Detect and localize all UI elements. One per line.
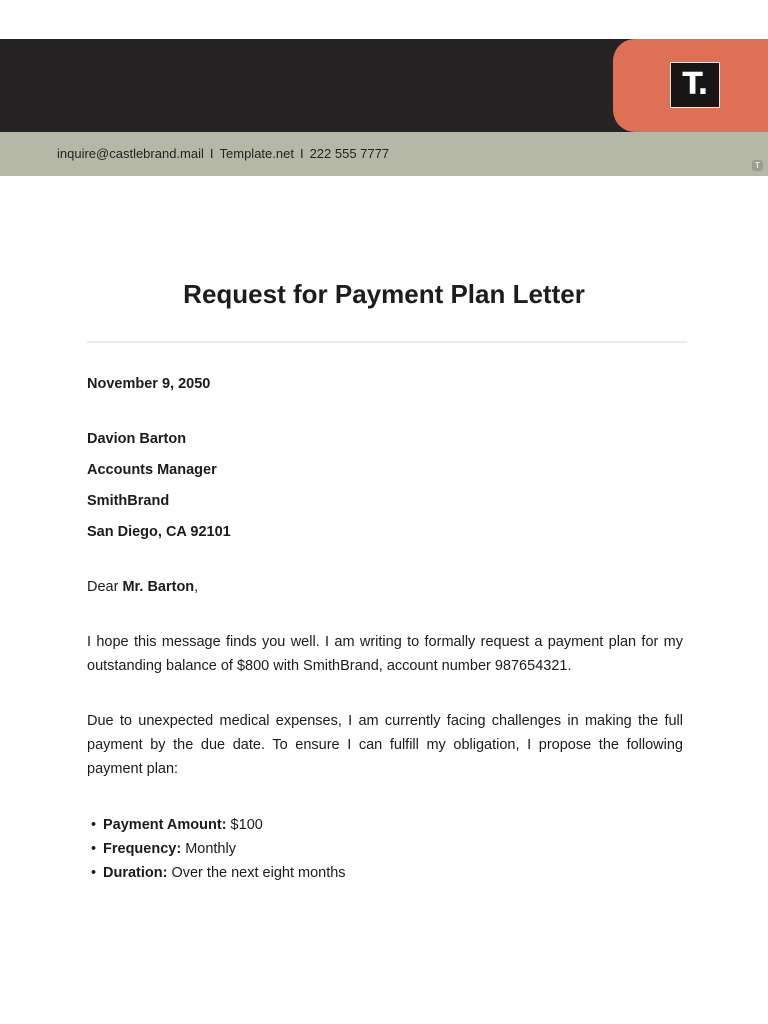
logo-block [613,39,768,132]
letter-date: November 9, 2050 [87,376,211,392]
top-margin [0,0,768,39]
salutation-suffix: , [194,579,199,595]
recipient-name: Davion Barton [87,431,187,447]
plan-item-label: Frequency: [103,841,182,857]
plan-item-value: Monthly [181,841,236,857]
contact-line [57,146,389,161]
salutation-name: Mr. Barton [122,579,195,595]
list-item [87,813,346,837]
list-item [87,837,346,861]
brand-logo: T. [670,62,720,108]
contact-website[interactable]: Template.net [219,146,294,161]
letterhead-banner [0,39,768,132]
salutation-prefix: Dear [87,579,123,595]
contact-phone: 222 555 7777 [309,146,390,161]
contact-separator: I [209,146,214,161]
plan-item-label: Payment Amount: [103,817,227,833]
body-paragraph: I hope this message finds you well. I am writing to formally request a payment plan for my outstanding balance of $800 with SmithBrand, account number 987654321. [87,634,683,674]
body-paragraph: Due to unexpected medical expenses, I am currently facing challenges in making the full payment by the due date. To ensure I can fulfill my obligation, I propose the following payment plan: [87,713,683,777]
plan-item-value: $100 [226,817,263,833]
document-title: Request for Payment Plan Letter [183,279,585,309]
template-watermark-icon: T [752,160,763,171]
plan-item-label: Duration: [103,865,168,881]
salutation [87,579,198,595]
contact-separator: I [299,146,304,161]
recipient-position: Accounts Manager [87,462,217,478]
payment-plan-list [87,813,346,885]
contact-bar [0,132,768,176]
plan-item-value: Over the next eight months [167,865,346,881]
list-item [87,861,346,885]
contact-email[interactable]: inquire@castlebrand.mail [57,146,204,161]
title-divider [87,341,687,343]
recipient-address: San Diego, CA 92101 [87,524,231,540]
recipient-company: SmithBrand [87,493,170,509]
